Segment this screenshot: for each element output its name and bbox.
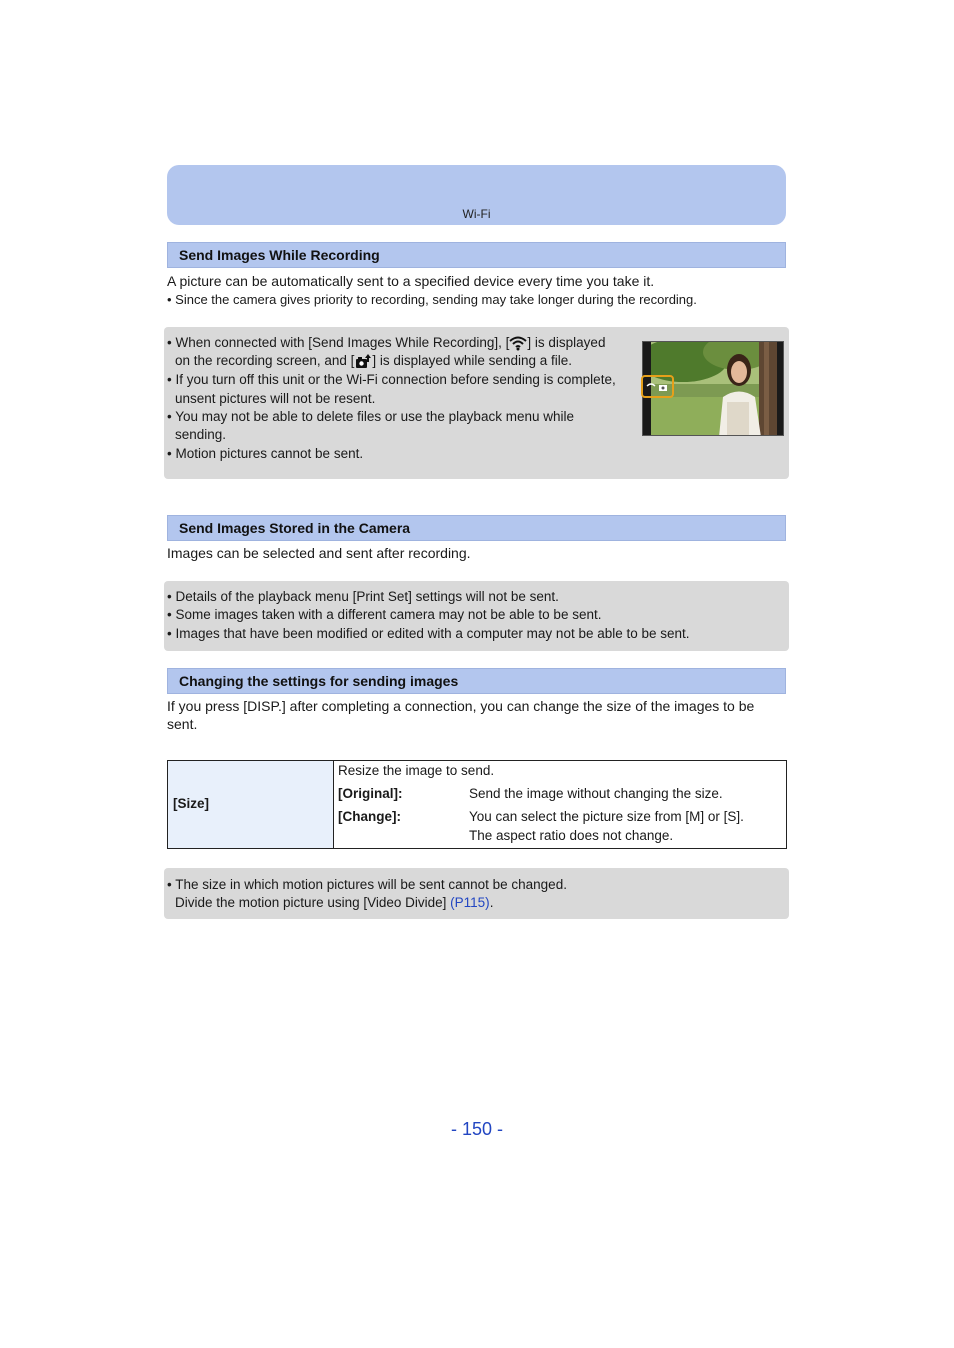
- section-intro-line: sent.: [167, 716, 198, 732]
- note-line: • Details of the playback menu [Print Set] settings will not be sent.: [167, 589, 559, 604]
- table-header-cell: [168, 761, 334, 848]
- section-bullet: • Since the camera gives priority to recording, sending may take longer during the recording.: [167, 292, 697, 307]
- option-text-original: Send the image without changing the size.: [469, 786, 723, 801]
- section-title: Changing the settings for sending images: [179, 673, 459, 689]
- section-intro: A picture can be automatically sent to a specified device every time you take it.: [167, 273, 655, 289]
- note-line: • Images that have been modified or edited with a computer may not be able to be sent.: [167, 626, 690, 641]
- note-line: • The size in which motion pictures will be sent cannot be changed.: [167, 877, 567, 892]
- table-header-label: [Size]: [173, 796, 210, 811]
- option-label-change: [Change]:: [338, 809, 401, 824]
- note-line: • You may not be able to delete files or use the playback menu while: [167, 409, 574, 424]
- note-line: on the recording screen, and [ ] is displayed while sending a file.: [175, 353, 572, 368]
- note-line: • When connected with [Send Images While Recording], [ ] is displayed: [167, 335, 606, 350]
- status-icon-highlight: [641, 375, 674, 398]
- section-heading-send-while-recording: [167, 242, 786, 268]
- note-line: unsent pictures will not be resent.: [175, 391, 376, 406]
- option-text-change: You can select the picture size from [M] or [S].: [469, 809, 744, 824]
- note-line: • If you turn off this unit or the Wi-Fi connection before sending is complete,: [167, 372, 616, 387]
- page-number: - 150 -: [450, 1119, 504, 1139]
- section-title: Send Images Stored in the Camera: [179, 520, 411, 536]
- note-line: sending.: [175, 427, 227, 442]
- send-file-icon: [354, 353, 372, 369]
- section-title: Send Images While Recording: [179, 247, 380, 263]
- section-heading-changing-settings: [167, 668, 786, 694]
- section-heading-send-stored: [167, 515, 786, 541]
- size-settings-table: [167, 760, 787, 849]
- section-intro-line: If you press [DISP.] after completing a connection, you can change the size of the images to be: [167, 698, 755, 714]
- note-line: Divide the motion picture using [Video Divide] (P115).: [175, 895, 494, 910]
- note-line: • Motion pictures cannot be sent.: [167, 446, 364, 461]
- note-box-size: [164, 868, 789, 919]
- option-text-change-2: The aspect ratio does not change.: [469, 828, 674, 843]
- wifi-icon: [509, 335, 527, 351]
- page-link-p115[interactable]: (P115): [450, 895, 490, 910]
- note-line: • Some images taken with a different camera may not be able to be sent.: [167, 607, 602, 622]
- table-description: Resize the image to send.: [338, 763, 495, 778]
- section-intro: Images can be selected and sent after recording.: [167, 545, 471, 561]
- chapter-title: Wi-Fi: [462, 207, 491, 221]
- option-label-original: [Original]:: [338, 786, 403, 801]
- note-box-stored: [164, 581, 789, 651]
